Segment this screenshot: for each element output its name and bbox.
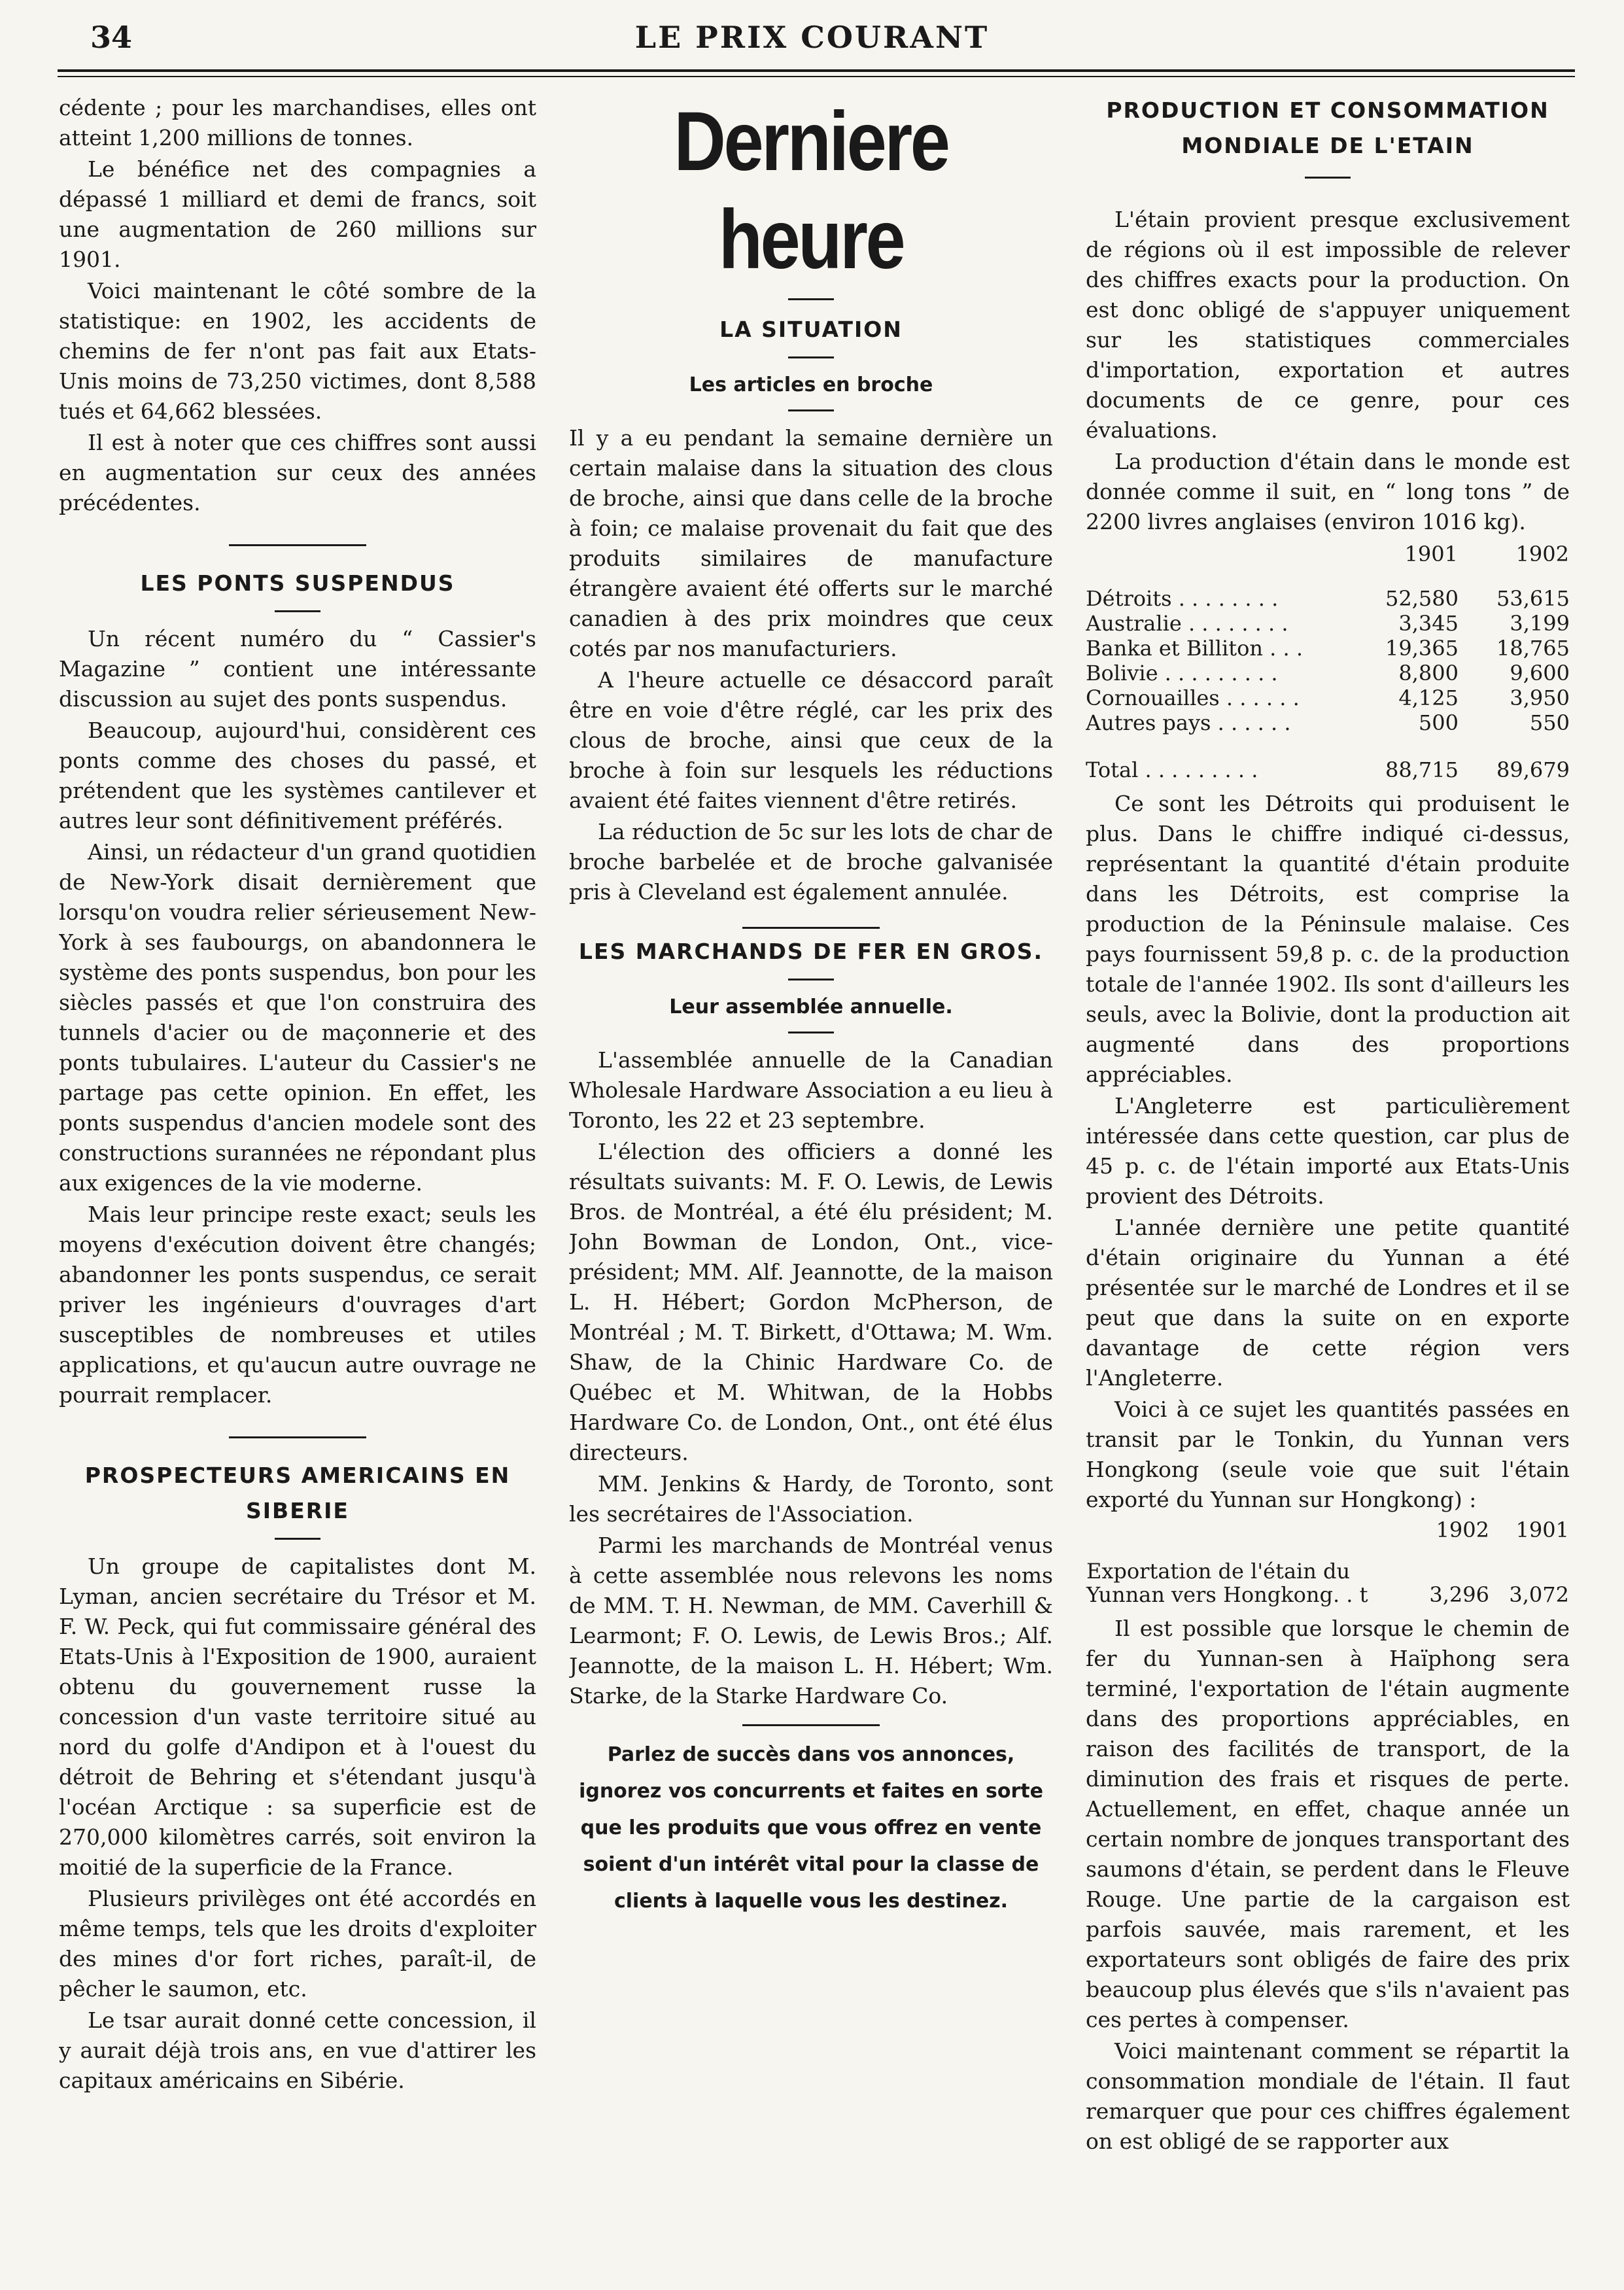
paragraph: Ce sont les Détroits qui produisent le plus. Dans le chiffre indiqué ci-dessus, représentant la quantité d'étain produite dans les Détroits, est comprise la production de la Péninsule malaise. Ces pays fournissent 59,8 p. c. de la production totale de l'année 1902. Ils sont d'ailleurs les seuls, avec la Bolivie, dont la production ait augmenté dans des proportions appréciables. xyxy=(1086,791,1570,1087)
cell-1901: 8,800 xyxy=(1398,661,1459,685)
tin-production-table xyxy=(1086,541,1570,782)
yunnan-export-table xyxy=(1086,1518,1570,1607)
section-title-ponts: LES PONTS SUSPENDUS xyxy=(140,570,455,596)
cell-1901: 19,365 xyxy=(1385,636,1459,661)
paragraph: Ainsi, un rédacteur d'un grand quotidien de New-York disait dernièrement que lorsqu'on voudra relier sérieusement New-York à ses faubourgs, on abandonnera le système des ponts suspendus, bon pour les siècles passés et que l'on construira des tunnels d'acier ou de maçonnerie et des ponts tubulaires. L'auteur du Cassier's ne partage pas cette opinion. En effet, les ponts suspendus d'ancien modele sont des constructions surannées ne répondant plus aux exigences de la vie moderne. xyxy=(59,839,536,1196)
column-header-1901: 1901 xyxy=(1515,1518,1569,1542)
section-title-marchands: LES MARCHANDS DE FER EN GROS. xyxy=(578,939,1044,964)
row-label: Bolivie . . . . . . . . . xyxy=(1086,661,1278,685)
cell-1902: 3,950 xyxy=(1510,685,1570,710)
paragraph: cédente ; pour les marchandises, elles ont atteint 1,200 millions de tonnes. xyxy=(59,95,536,150)
paragraph: L'élection des officiers a donné les résultats suivants: M. F. O. Lewis, de Lewis Bros. de Montréal, a été élu président; M. John Bowman de London, Ont., vice-président; MM. Alf. Jeannotte, de la maison L. H. Hébert; Gordon McPherson, de Montréal ; M. T. Birkett, d'Ottawa; M. Wm. Shaw, de la Chinic Hardware Co. de Québec et M. Whitwan, de la Hobbs Hardware Co. de London, Ont., ont été élus directeurs. xyxy=(569,1139,1053,1465)
row-label: Cornouailles . . . . . . xyxy=(1086,685,1300,710)
column-header-1902: 1902 xyxy=(1515,542,1569,566)
table-header-row xyxy=(1086,541,1570,586)
paragraph: Voici à ce sujet les quantités passées en transit par le Tonkin, du Yunnan vers Hongkong (seule voie que suit l'étain exporté du Yunnan sur Hongkong) : xyxy=(1086,1397,1570,1512)
cell-1902: 3,199 xyxy=(1510,611,1570,636)
paragraph: Mais leur principe reste exact; seuls les moyens d'exécution doivent être changés; abandonner les ponts suspendus, ce serait priver les ingénieurs d'ouvrages d'art susceptibles de nombreuses et utiles applications, et qu'aucun autre ouvrage ne pourrait remplacer. xyxy=(59,1202,536,1408)
title-rule xyxy=(275,610,320,612)
header-rule-thin xyxy=(58,76,1575,77)
title-rule xyxy=(1305,177,1351,179)
title-rule xyxy=(788,1032,834,1033)
row-label: Banka et Billiton . . . xyxy=(1086,636,1304,661)
section-divider xyxy=(229,544,366,546)
column-header-1901: 1901 xyxy=(1404,542,1458,566)
paragraph: Parmi les marchands de Montréal venus à cette assemblée nous relevons les noms de MM. T. H. Newman, de MM. Caverhill & Learmont; F. O. Lewis, de Lewis Bros.; Alf. Jeannotte, de la maison L. H. Hébert; Wm. Starke, de la Starke Hardware Co. xyxy=(569,1533,1053,1709)
paragraph: MM. Jenkins & Hardy, de Toronto, sont les secrétaires de l'Association. xyxy=(569,1471,1053,1527)
page-number: 34 xyxy=(90,20,133,55)
row-label: Autres pays . . . . . . xyxy=(1086,710,1291,735)
table-row xyxy=(1086,685,1570,710)
paragraph: Plusieurs privilèges ont été accordés en même temps, tels que les droits d'exploiter des mines d'or fort riches, paraît-il, de pêcher le saumon, etc. xyxy=(59,1886,536,2002)
title-rule xyxy=(788,356,834,358)
header-rule xyxy=(58,69,1575,72)
section-divider xyxy=(742,1724,880,1726)
paragraph: La production d'étain dans le monde est donnée comme il suit, en “ long tons ” de 2200 livres anglaises (environ 1016 kg). xyxy=(1086,449,1570,534)
paragraph: La réduction de 5c sur les lots de char de broche barbelée et de broche galvanisée pris à Cleveland est également annulée. xyxy=(569,819,1053,905)
title-rule xyxy=(788,979,834,980)
table-row xyxy=(1086,710,1570,735)
paragraph: Le tsar aurait donné cette concession, il y aurait déjà trois ans, en vue d'attirer les capitaux américains en Sibérie. xyxy=(59,2007,536,2093)
cell-1901: 52,580 xyxy=(1385,586,1459,611)
title-rule xyxy=(275,1538,320,1540)
paragraph: L'Angleterre est particulièrement intéressée dans cette question, car plus de 45 p. c. de l'étain importé aux Etats-Unis provient des Détroits. xyxy=(1086,1093,1570,1209)
cell-1901: 500 xyxy=(1418,710,1459,735)
section-subtitle: Leur assemblée annuelle. xyxy=(669,996,953,1018)
paragraph: L'année dernière une petite quantité d'étain originaire du Yunnan a été présentée sur le marché de Londres et il se peut que dans la suite on en exporte davantage de cette région vers l'Angleterre. xyxy=(1086,1215,1570,1391)
section-divider xyxy=(742,927,880,929)
cell-1901: 3,345 xyxy=(1398,611,1459,636)
section-title-siberie: PROSPECTEURS AMERICAINS EN SIBERIE xyxy=(84,1463,511,1523)
table-row xyxy=(1086,661,1570,685)
table-row xyxy=(1086,1559,1570,1607)
column-middle xyxy=(569,93,1053,2271)
promo-notice: Parlez de succès dans vos annonces, ignorez vos concurrents et faites en sorte que les produits que vous offrez en vente soient d'un intérêt vital pour la classe de clients à laquelle vous les destinez. xyxy=(579,1743,1043,1913)
section-title-etain: PRODUCTION ET CONSOMMATION MONDIALE DE L'ETAIN xyxy=(1106,97,1549,158)
cell-1901: 3,072 xyxy=(1509,1582,1569,1607)
paragraph: Un groupe de capitalistes dont M. Lyman, ancien secrétaire du Trésor et M. F. W. Peck, qui fut commissaire général des Etats-Unis à l'Exposition de 1900, auraient obtenu du gouvernement russe la concession d'un vaste territoire situé au nord du golfe d'Andipon et à l'ouest du détroit de Behring et s'étendant jusqu'à l'océan Arctique : sa superficie est de 270,000 kilomètres carrés, soit environ la moitié de la superficie de la France. xyxy=(59,1553,536,1880)
page-header xyxy=(0,0,1624,92)
table-row xyxy=(1086,611,1570,636)
paragraph: Le bénéfice net des compagnies a dépassé 1 milliard et demi de francs, soit une augmentation de 260 millions sur 1901. xyxy=(59,156,536,272)
paragraph: A l'heure actuelle ce désaccord paraît être en voie d'être réglé, car les prix des clous de broche, ainsi que ceux de la broche à foin sur lesquels les réductions avaient été faites viennent d'être retirés. xyxy=(569,667,1053,813)
table-row xyxy=(1086,636,1570,661)
section-subtitle: Les articles en broche xyxy=(689,373,933,396)
row-label: Détroits . . . . . . . . xyxy=(1086,586,1279,611)
table-total-row xyxy=(1086,735,1570,782)
cell-1902: 53,615 xyxy=(1496,586,1570,611)
paragraph: Voici maintenant le côté sombre de la statistique: en 1902, les accidents de chemins de fer n'ont pas fait aux Etats-Unis moins de 73,250 victimes, dont 8,588 tués et 64,662 blessées. xyxy=(59,278,536,424)
cell-1902: 18,765 xyxy=(1496,636,1570,661)
paragraph: Il y a eu pendant la semaine dernière un certain malaise dans la situation des clous de broche, ainsi que dans celle de la broche à foin; ce malaise provenait du fait que des produits similaires de manufacture étrangère avaient été offerts sur le marché canadien à des prix moindres que ceux cotés par nos manufacturiers. xyxy=(569,425,1053,661)
paragraph: L'assemblée annuelle de la Canadian Wholesale Hardware Association a eu lieu à Toronto, les 22 et 23 septembre. xyxy=(569,1047,1053,1133)
table-header-row xyxy=(1086,1518,1570,1559)
table-row xyxy=(1086,586,1570,611)
column-left xyxy=(59,93,536,2271)
row-label: Exportation de l'étain du Yunnan vers Hongkong. . t xyxy=(1086,1559,1368,1607)
title-rule xyxy=(788,298,834,300)
title-rule xyxy=(788,409,834,411)
section-divider xyxy=(229,1436,366,1438)
total-label: Total . . . . . . . . . xyxy=(1086,757,1258,782)
cell-1902: 3,296 xyxy=(1429,1582,1489,1607)
paragraph: Un récent numéro du “ Cassier's Magazine ” contient une intéressante discussion au sujet des ponts suspendus. xyxy=(59,626,536,712)
cell-1902: 550 xyxy=(1529,710,1570,735)
headline-derniere-heure: Derniere heure xyxy=(674,95,948,286)
cell-1901: 4,125 xyxy=(1398,685,1459,710)
column-header-1902: 1902 xyxy=(1436,1518,1489,1542)
journal-title: LE PRIX COURANT xyxy=(634,20,990,55)
paragraph: Voici maintenant comment se répartit la consommation mondiale de l'étain. Il faut remarquer que pour ces chiffres également on est obligé de se rapporter aux xyxy=(1086,2038,1570,2154)
section-title-situation: LA SITUATION xyxy=(719,317,903,342)
paragraph: Beaucoup, aujourd'hui, considèrent ces ponts comme des choses du passé, et prétendent que les systèmes cantilever et autres leur sont définitivement préférés. xyxy=(59,718,536,833)
cell-1902: 9,600 xyxy=(1510,661,1570,685)
total-1902: 89,679 xyxy=(1496,757,1570,782)
paragraph: Il est à noter que ces chiffres sont aussi en augmentation sur ceux des années précédentes. xyxy=(59,430,536,515)
column-right xyxy=(1086,93,1570,2271)
paragraph: L'étain provient presque exclusivement de régions où il est impossible de relever des chiffres exacts pour la production. On est donc obligé de s'appuyer uniquement sur les statistiques commerciales d'importation, exportation et autres documents de ce genre, pour ces évaluations. xyxy=(1086,207,1570,443)
row-label: Australie . . . . . . . . xyxy=(1086,611,1288,636)
total-1901: 88,715 xyxy=(1385,757,1459,782)
paragraph: Il est possible que lorsque le chemin de fer du Yunnan-sen à Haïphong sera terminé, l'exportation de l'étain augmente dans des proportions appréciables, en raison des facilités de transport, de la diminution des frais et risques de perte. Actuellement, en effet, chaque année un certain nombre de jonques transportant des saumons d'étain, se perdent dans le Fleuve Rouge. Une partie de la cargaison est parfois sauvée, mais rarement, et les exportateurs sont obligés de faire des prix beaucoup plus élevés que s'ils n'avaient pas ces pertes à compenser. xyxy=(1086,1616,1570,2032)
